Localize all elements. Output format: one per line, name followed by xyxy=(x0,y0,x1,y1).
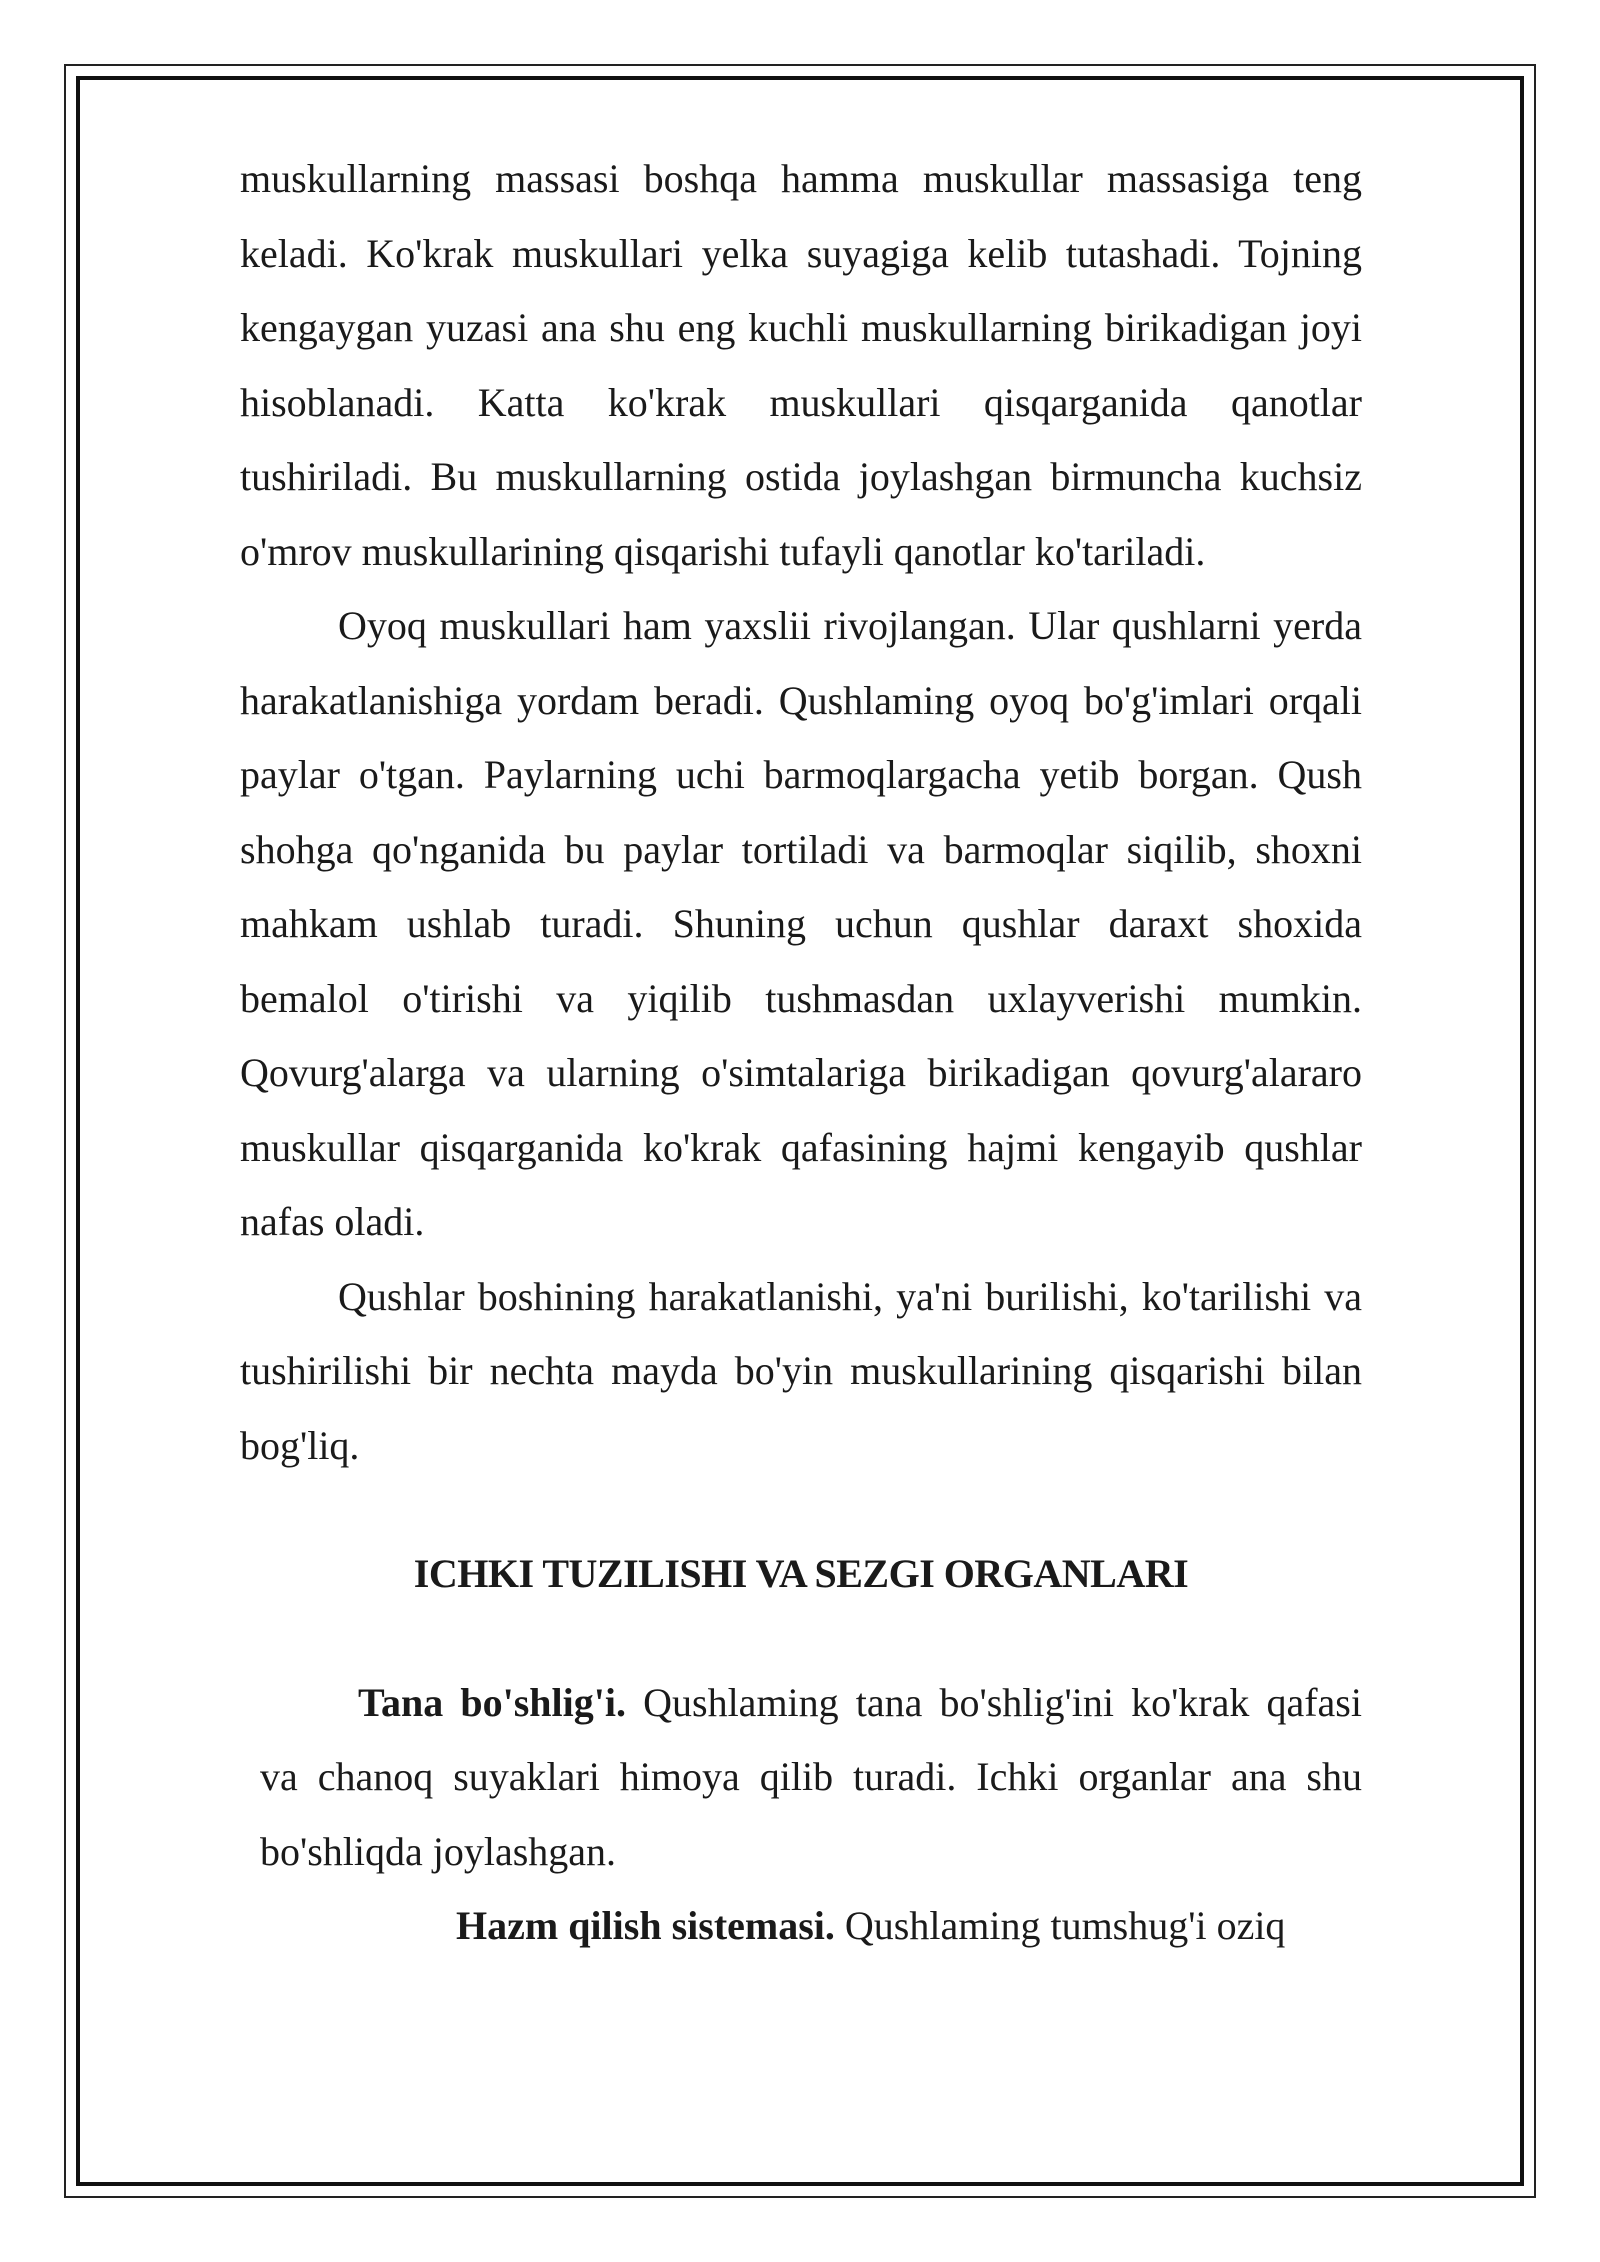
text-body-cavity: Qushlaming tana bo'shlig'ini ko'krak qafasi va chanoq suyaklari himoya qilib turadi. Ichki organlar ana shu bo'shliqda joylashgan. xyxy=(260,1679,1362,1874)
text-digestive-system: Qushlaming tumshug'i oziq xyxy=(834,1903,1286,1948)
paragraph-body-cavity xyxy=(240,1666,1362,1890)
page-content xyxy=(240,142,1362,1964)
paragraph-neck-muscles: Qushlar boshining harakatlanishi, ya'ni burilishi, ko'tarilishi va tushirilishi bir nechta mayda bo'yin muskullarining qisqarishi bilan bog'liq. xyxy=(240,1273,1362,1468)
paragraph-leg-muscles: Oyoq muskullari ham yaxslii rivojlangan. Ular qushlarni yerda harakatlanishiga yordam beradi. Qushlaming oyoq bo'g'imlari orqali paylar o'tgan. Paylarning uchi barmoqlargacha yetib borgan. Qush shohga qo'nganida bu paylar tortiladi va barmoqlar siqilib, shoxni mahkam ushlab turadi. Shuning uchun qushlar daraxt shoxida bemalol o'tirishi va yiqilib tushmasdan uxlayverishi mumkin. Qovurg'alarga va ularning o'simtalariga birikadigan qovurg'alararo muskullar qisqarganida ko'krak qafasining hajmi kengayib qushlar nafas oladi. xyxy=(240,603,1362,1244)
term-body-cavity: Tana bo'shlig'i. xyxy=(358,1679,626,1725)
term-digestive-system: Hazm qilish sistemasi. xyxy=(456,1903,835,1948)
paragraph-digestive-system xyxy=(240,1889,1362,1964)
section-heading: ICHKI TUZILISHI VA SEZGI ORGANLARI xyxy=(413,1551,1189,1596)
paragraph-chest-muscles: muskullarning massasi boshqa hamma muskullar massasiga teng keladi. Ko'krak muskullari yelka suyagiga kelib tutashadi. Tojning kengaygan yuzasi ana shu eng kuchli muskullarning birikadigan joyi hisoblanadi. Katta ko'krak muskullari qisqarganida qanotlar tushiriladi. Bu muskullarning ostida joylashgan birmuncha kuchsiz o'mrov muskullarining qisqarishi tufayli qanotlar ko'tariladi. xyxy=(240,156,1362,574)
